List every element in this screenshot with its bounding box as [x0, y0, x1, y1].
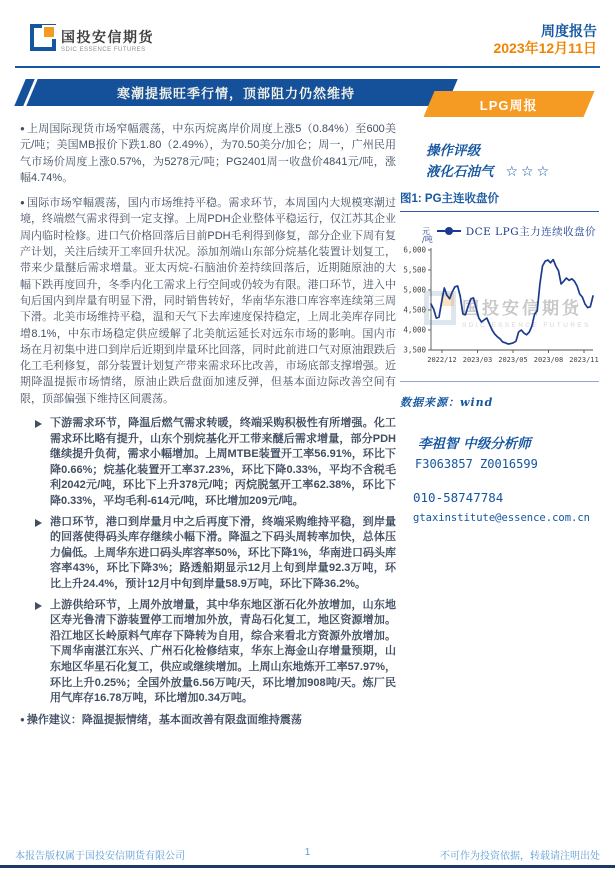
rating-product: 液化石油气 ☆☆☆ [426, 164, 553, 180]
legend-series-label: DCE LPG主力连续收盘价 [465, 225, 597, 238]
report-date: 2023年12月11日 [493, 40, 597, 56]
list-item-downstream-demand: 下游需求环节，降温后燃气需求转暖，终端采购积极性有所增强。化工需求环比略有提升，山东个别烷基化开工带来醚后需求增量，部分PDH继续提升负荷，需求小幅增加。上周MTBE装置开工率56.91%，环比下降0.66%；烷基化装置开工率37.23%，环比下降0.33%，平均不含税毛利2042元/吨，环比下上升378元/吨；丙烷脱氢开工率62.38%，环比下降0.33%，平均毛利-614元/吨，环比增加209元/吨。 [35, 416, 396, 510]
chart-legend [422, 218, 599, 244]
analyst-phone: 010-58747784 [413, 490, 504, 505]
analyst-block [400, 434, 599, 529]
rating-block [400, 141, 599, 183]
footer-copyright: 本报告版权属于国投安信期货有限公司 [15, 851, 185, 862]
operation-advice: ● 操作建议：降温提振情绪，基本面改善有限盘面维持震荡 [20, 713, 302, 726]
footer-bar [0, 865, 615, 868]
analysis-list [35, 416, 396, 707]
svg-text:3,500: 3,500 [403, 345, 426, 355]
arrow-bullet-icon [35, 420, 42, 428]
header-meta [493, 23, 597, 57]
svg-text:2022/12: 2022/12 [427, 356, 457, 364]
analyst-name: 李祖智 中级分析师 [418, 436, 531, 452]
report-tag-ribbon [423, 91, 594, 117]
list-item-port: 港口环节，港口到岸量月中之后再度下滑，终端采购维持平稳，到岸量的回落使得码头库存继续小幅下滑。降温之下码头周转率加快，总体压力偏低。上周华东进口码头库容率50%，环比下降1%，华南进口码头库容率43%，环比下降3%；路透船期显示12月上旬到岸量92.3万吨，环比上升24.4%，预计12月中旬到岸量58.9万吨，环比下降36.2%。 [35, 515, 396, 593]
figure-caption: 图1: PG主连收盘价 [400, 190, 599, 212]
company-logo-icon [30, 27, 54, 53]
footer-page-number: 1 [304, 847, 311, 858]
brand-name-cn: 国投安信期货 [61, 29, 154, 45]
watermark-text-cn: 国投安信期货 [462, 299, 582, 318]
svg-text:2023/08: 2023/08 [533, 356, 564, 364]
line-chart-svg [400, 244, 599, 378]
brand-text [61, 26, 154, 53]
legend-line-marker-icon [437, 230, 461, 232]
paragraph-market-summary: ● 上周国际现货市场窄幅震荡，中东丙烷离岸价周度上涨5（0.84%）至600美元/吨；美国MB报价下跌1.80（2.49%），为70.50美分/加仑；周一，广州民用气市场价周度上涨0.57%，为5278元/吨；PG2401周一收盘价4841元/吨，涨幅4.74%。 [20, 123, 396, 184]
rating-label: 操作评级 [426, 143, 480, 159]
bullet-dot-icon: ● [20, 198, 26, 208]
svg-text:4,500: 4,500 [403, 305, 426, 315]
y-axis-unit-label: 元 /吨 [422, 227, 433, 244]
watermark-text-en: SDIC ESSENCE FUTURES [462, 322, 591, 329]
brand-name-en: SDIC ESSENCE FUTURES [61, 47, 146, 53]
bullet-dot-icon: ● [20, 124, 26, 133]
bullet-dot-icon: ● [20, 714, 25, 724]
arrow-bullet-icon [35, 602, 42, 610]
company-logo [30, 26, 154, 53]
svg-text:6,000: 6,000 [403, 245, 426, 255]
svg-text:5,000: 5,000 [403, 285, 426, 295]
logo-corner-shape [44, 27, 54, 37]
arrow-bullet-icon [35, 519, 42, 527]
list-item-upstream-supply: 上游供给环节，上周外放增量，其中华东地区浙石化外放增加，山东地区寿光鲁清下游装置停工而增加外放，青岛石化复工，地区资源增加。沿江地区长岭原料气库存下降转为自用，综合来看北方资源外放增加。下周华南湛江东兴、广州石化检修结束，华东上海金山存增量预期，山东地区华星石化复工，供应或继续增加。上周山东地炼开工率57.97%，环比上升0.25%；全国外放量6.56万吨/天，环比增加908吨/天。炼厂民用气库存16.78万吨，环比增加0.34万吨。 [35, 598, 396, 707]
article-body [20, 121, 396, 728]
svg-text:4,000: 4,000 [403, 325, 426, 335]
report-title: 寒潮提振旺季行情，顶部阻力仍然维持 [116, 86, 355, 101]
svg-text:2023/05: 2023/05 [498, 356, 528, 364]
rating-stars-icon: ☆☆☆ [505, 164, 553, 180]
analyst-email: gtaxinstitute@essence.com.cn [413, 512, 591, 524]
legend-dot-icon [445, 227, 453, 235]
price-chart [400, 218, 599, 382]
report-type-label: 周度报告 [541, 23, 597, 39]
header-divider [15, 66, 600, 68]
chart-separator [400, 381, 599, 382]
data-source: 数据来源：wind [400, 396, 494, 409]
svg-text:5,500: 5,500 [403, 265, 426, 275]
report-tag: LPG周报 [480, 97, 538, 113]
svg-text:2023/03: 2023/03 [462, 356, 493, 364]
sidebar [400, 141, 599, 529]
paragraph-market-analysis: ● 国际市场窄幅震荡，国内市场维持平稳。需求环节，本周国内大规模寒潮过境，终端燃气需求得到一定支撑。上周PDH企业整体平稳运行，仅江苏其企业周内临时检修。进口气价格回落后目前PDH毛利得到修复，部分企业下周有复产计划，关注后续开工率回升状况。添加剂端山东部分烷基化装置计划复工，带来少量醚后需求增量。亚太丙烷-石脑油价差持续回落后，近期随原油的大幅下跌再度回升，冬季内化工需求上行空间或仍较为有限。港口环节，进入中旬后国内到岸量有明显下滑，同时销售转好，华南华东港口库容率连续第三周下滑。北美市场维持平稳，温和天气下去库速度保持稳定，上周北美库存同比增8.1%，中东市场稳定供应缓解了北美航运延长对远东市场的影响。国内市场在月初集中进口到岸后近期到岸量环比回落，同时此前进口气对原油跟跌后化工毛利修复，部分装置计划复产带来需求环比改善，市场底部支撑增强。近期降温提振市场情绪，原油止跌后盘面加速反弹，但基本面边际改善空间有限，顶部偏强下维持区间震荡。 [20, 197, 396, 405]
svg-text:2023/11: 2023/11 [569, 356, 599, 364]
analyst-codes: F3063857 Z0016599 [415, 457, 538, 471]
footer-disclaimer: 不可作为投资依据，转载请注明出处 [440, 851, 600, 862]
